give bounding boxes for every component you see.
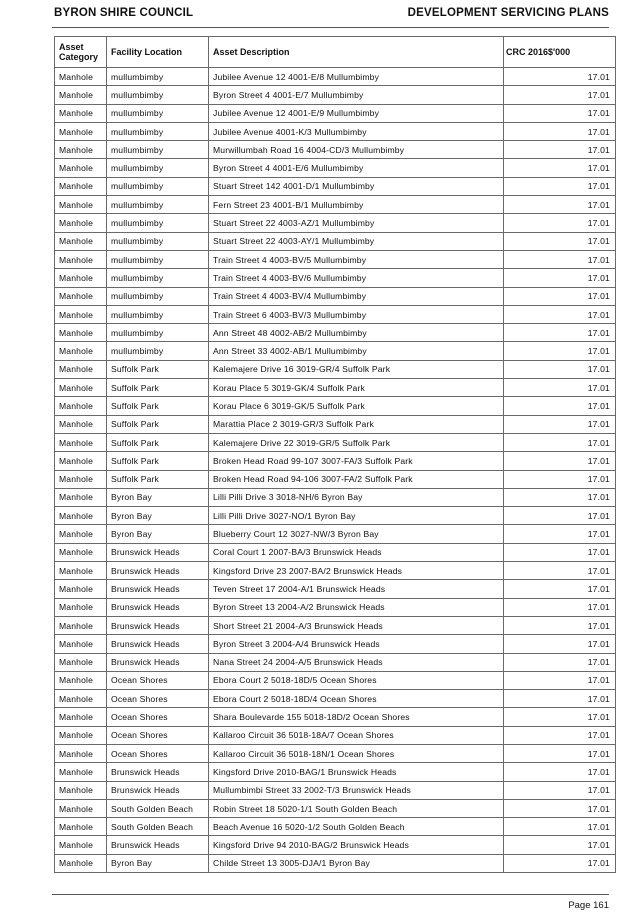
cell-asset-category: Manhole xyxy=(55,86,107,104)
cell-asset-description: Stuart Street 22 4003-AZ/1 Mullumbimby xyxy=(209,214,504,232)
cell-facility-location: mullumbimby xyxy=(107,305,209,323)
table-row xyxy=(55,342,616,360)
table-row xyxy=(55,104,616,122)
cell-asset-description: Fern Street 23 4001-B/1 Mullumbimby xyxy=(209,196,504,214)
cell-asset-description: Broken Head Road 99-107 3007-FA/3 Suffolk Park xyxy=(209,452,504,470)
cell-asset-category: Manhole xyxy=(55,269,107,287)
cell-asset-description: Marattia Place 2 3019-GR/3 Suffolk Park xyxy=(209,415,504,433)
table-row xyxy=(55,818,616,836)
cell-asset-category: Manhole xyxy=(55,305,107,323)
cell-crc: 17.01 xyxy=(504,269,616,287)
cell-facility-location: Brunswick Heads xyxy=(107,616,209,634)
cell-facility-location: Brunswick Heads xyxy=(107,580,209,598)
header-divider xyxy=(52,27,609,28)
cell-crc: 17.01 xyxy=(504,818,616,836)
cell-asset-description: Mullumbimbi Street 33 2002-T/3 Brunswick Heads xyxy=(209,781,504,799)
cell-asset-description: Byron Street 4 4001-E/6 Mullumbimby xyxy=(209,159,504,177)
cell-facility-location: Ocean Shores xyxy=(107,671,209,689)
cell-facility-location: Brunswick Heads xyxy=(107,635,209,653)
cell-crc: 17.01 xyxy=(504,726,616,744)
cell-facility-location: Brunswick Heads xyxy=(107,763,209,781)
cell-asset-category: Manhole xyxy=(55,616,107,634)
footer-divider xyxy=(52,894,609,895)
table-row xyxy=(55,580,616,598)
asset-table xyxy=(54,36,616,873)
cell-asset-category: Manhole xyxy=(55,690,107,708)
cell-facility-location: mullumbimby xyxy=(107,324,209,342)
cell-asset-description: Kallaroo Circuit 36 5018-18A/7 Ocean Shores xyxy=(209,726,504,744)
cell-facility-location: Brunswick Heads xyxy=(107,836,209,854)
cell-crc: 17.01 xyxy=(504,854,616,872)
header-crc: CRC 2016$'000 xyxy=(504,37,616,68)
cell-facility-location: Brunswick Heads xyxy=(107,598,209,616)
cell-asset-category: Manhole xyxy=(55,525,107,543)
cell-asset-category: Manhole xyxy=(55,232,107,250)
cell-asset-description: Byron Street 13 2004-A/2 Brunswick Heads xyxy=(209,598,504,616)
cell-asset-category: Manhole xyxy=(55,360,107,378)
table-row xyxy=(55,360,616,378)
header-asset-category: Asset Category xyxy=(55,37,107,68)
cell-asset-category: Manhole xyxy=(55,433,107,451)
cell-facility-location: mullumbimby xyxy=(107,196,209,214)
cell-asset-description: Train Street 6 4003-BV/3 Mullumbimby xyxy=(209,305,504,323)
table-body xyxy=(55,68,616,873)
cell-facility-location: Byron Bay xyxy=(107,525,209,543)
cell-asset-description: Kingsford Drive 2010-BAG/1 Brunswick Heads xyxy=(209,763,504,781)
table-row xyxy=(55,250,616,268)
table-row xyxy=(55,562,616,580)
cell-asset-category: Manhole xyxy=(55,708,107,726)
cell-crc: 17.01 xyxy=(504,305,616,323)
cell-asset-category: Manhole xyxy=(55,342,107,360)
header-asset-description: Asset Description xyxy=(209,37,504,68)
cell-asset-description: Byron Street 4 4001-E/7 Mullumbimby xyxy=(209,86,504,104)
table-row xyxy=(55,415,616,433)
cell-asset-category: Manhole xyxy=(55,214,107,232)
cell-asset-description: Jubilee Avenue 12 4001-E/9 Mullumbimby xyxy=(209,104,504,122)
cell-crc: 17.01 xyxy=(504,177,616,195)
cell-asset-category: Manhole xyxy=(55,68,107,86)
table-row xyxy=(55,708,616,726)
cell-facility-location: mullumbimby xyxy=(107,177,209,195)
table-row xyxy=(55,726,616,744)
header-council-name: BYRON SHIRE COUNCIL xyxy=(54,7,194,19)
cell-facility-location: mullumbimby xyxy=(107,68,209,86)
table-row xyxy=(55,507,616,525)
cell-asset-category: Manhole xyxy=(55,799,107,817)
cell-asset-description: Short Street 21 2004-A/3 Brunswick Heads xyxy=(209,616,504,634)
cell-facility-location: South Golden Beach xyxy=(107,818,209,836)
cell-asset-description: Jubilee Avenue 4001-K/3 Mullumbimby xyxy=(209,122,504,140)
cell-asset-category: Manhole xyxy=(55,726,107,744)
cell-asset-category: Manhole xyxy=(55,671,107,689)
cell-facility-location: Byron Bay xyxy=(107,488,209,506)
cell-asset-category: Manhole xyxy=(55,836,107,854)
cell-facility-location: mullumbimby xyxy=(107,287,209,305)
cell-crc: 17.01 xyxy=(504,708,616,726)
cell-asset-description: Stuart Street 142 4001-D/1 Mullumbimby xyxy=(209,177,504,195)
table-row xyxy=(55,470,616,488)
cell-facility-location: Ocean Shores xyxy=(107,708,209,726)
cell-facility-location: mullumbimby xyxy=(107,104,209,122)
cell-crc: 17.01 xyxy=(504,763,616,781)
cell-facility-location: mullumbimby xyxy=(107,141,209,159)
table-row xyxy=(55,690,616,708)
cell-crc: 17.01 xyxy=(504,799,616,817)
table-row xyxy=(55,324,616,342)
table-row xyxy=(55,305,616,323)
cell-asset-category: Manhole xyxy=(55,580,107,598)
cell-facility-location: mullumbimby xyxy=(107,214,209,232)
cell-asset-description: Beach Avenue 16 5020-1/2 South Golden Beach xyxy=(209,818,504,836)
cell-facility-location: Brunswick Heads xyxy=(107,653,209,671)
table-row xyxy=(55,214,616,232)
cell-facility-location: mullumbimby xyxy=(107,342,209,360)
cell-asset-category: Manhole xyxy=(55,543,107,561)
table-row xyxy=(55,854,616,872)
cell-facility-location: mullumbimby xyxy=(107,159,209,177)
table-row xyxy=(55,744,616,762)
cell-crc: 17.01 xyxy=(504,525,616,543)
cell-asset-description: Kalemajere Drive 22 3019-GR/5 Suffolk Park xyxy=(209,433,504,451)
cell-crc: 17.01 xyxy=(504,452,616,470)
table-row xyxy=(55,141,616,159)
cell-facility-location: Suffolk Park xyxy=(107,433,209,451)
cell-crc: 17.01 xyxy=(504,250,616,268)
cell-facility-location: mullumbimby xyxy=(107,86,209,104)
cell-asset-description: Ann Street 48 4002-AB/2 Mullumbimby xyxy=(209,324,504,342)
cell-asset-category: Manhole xyxy=(55,488,107,506)
cell-asset-description: Ebora Court 2 5018-18D/4 Ocean Shores xyxy=(209,690,504,708)
cell-asset-category: Manhole xyxy=(55,653,107,671)
cell-asset-category: Manhole xyxy=(55,744,107,762)
table-row xyxy=(55,177,616,195)
cell-asset-category: Manhole xyxy=(55,818,107,836)
cell-crc: 17.01 xyxy=(504,671,616,689)
cell-facility-location: Suffolk Park xyxy=(107,379,209,397)
cell-crc: 17.01 xyxy=(504,122,616,140)
cell-crc: 17.01 xyxy=(504,232,616,250)
table-row xyxy=(55,232,616,250)
cell-crc: 17.01 xyxy=(504,543,616,561)
cell-asset-category: Manhole xyxy=(55,104,107,122)
cell-crc: 17.01 xyxy=(504,141,616,159)
table-row xyxy=(55,86,616,104)
cell-asset-description: Lilli Pilli Drive 3 3018-NH/6 Byron Bay xyxy=(209,488,504,506)
table-row xyxy=(55,635,616,653)
cell-crc: 17.01 xyxy=(504,324,616,342)
table-row xyxy=(55,836,616,854)
cell-facility-location: mullumbimby xyxy=(107,122,209,140)
table-row xyxy=(55,525,616,543)
cell-crc: 17.01 xyxy=(504,159,616,177)
table-row xyxy=(55,269,616,287)
cell-facility-location: Ocean Shores xyxy=(107,690,209,708)
cell-crc: 17.01 xyxy=(504,836,616,854)
cell-asset-category: Manhole xyxy=(55,196,107,214)
cell-asset-category: Manhole xyxy=(55,250,107,268)
cell-asset-category: Manhole xyxy=(55,507,107,525)
table-row xyxy=(55,68,616,86)
cell-crc: 17.01 xyxy=(504,616,616,634)
cell-asset-description: Korau Place 5 3019-GK/4 Suffolk Park xyxy=(209,379,504,397)
cell-asset-category: Manhole xyxy=(55,159,107,177)
table-row xyxy=(55,671,616,689)
cell-facility-location: Brunswick Heads xyxy=(107,781,209,799)
cell-asset-category: Manhole xyxy=(55,598,107,616)
cell-asset-description: Ebora Court 2 5018-18D/5 Ocean Shores xyxy=(209,671,504,689)
cell-asset-description: Murwillumbah Road 16 4004-CD/3 Mullumbimby xyxy=(209,141,504,159)
cell-asset-description: Train Street 4 4003-BV/5 Mullumbimby xyxy=(209,250,504,268)
cell-crc: 17.01 xyxy=(504,196,616,214)
cell-crc: 17.01 xyxy=(504,397,616,415)
cell-facility-location: mullumbimby xyxy=(107,232,209,250)
table-row xyxy=(55,379,616,397)
header-facility-location: Facility Location xyxy=(107,37,209,68)
cell-asset-category: Manhole xyxy=(55,379,107,397)
table-row xyxy=(55,653,616,671)
cell-asset-category: Manhole xyxy=(55,781,107,799)
cell-asset-category: Manhole xyxy=(55,141,107,159)
cell-crc: 17.01 xyxy=(504,86,616,104)
cell-asset-description: Stuart Street 22 4003-AY/1 Mullumbimby xyxy=(209,232,504,250)
cell-facility-location: Ocean Shores xyxy=(107,726,209,744)
table-row xyxy=(55,781,616,799)
table-row xyxy=(55,763,616,781)
cell-asset-description: Train Street 4 4003-BV/4 Mullumbimby xyxy=(209,287,504,305)
cell-asset-description: Robin Street 18 5020-1/1 South Golden Beach xyxy=(209,799,504,817)
cell-crc: 17.01 xyxy=(504,433,616,451)
cell-facility-location: Byron Bay xyxy=(107,854,209,872)
cell-asset-description: Kallaroo Circuit 36 5018-18N/1 Ocean Shores xyxy=(209,744,504,762)
cell-crc: 17.01 xyxy=(504,488,616,506)
cell-crc: 17.01 xyxy=(504,635,616,653)
cell-crc: 17.01 xyxy=(504,580,616,598)
cell-asset-category: Manhole xyxy=(55,415,107,433)
cell-crc: 17.01 xyxy=(504,360,616,378)
cell-crc: 17.01 xyxy=(504,653,616,671)
cell-facility-location: mullumbimby xyxy=(107,269,209,287)
cell-facility-location: Suffolk Park xyxy=(107,360,209,378)
cell-asset-description: Kingsford Drive 23 2007-BA/2 Brunswick Heads xyxy=(209,562,504,580)
table-row xyxy=(55,397,616,415)
table-row xyxy=(55,287,616,305)
table-row xyxy=(55,799,616,817)
table-row xyxy=(55,433,616,451)
cell-asset-description: Korau Place 6 3019-GK/5 Suffolk Park xyxy=(209,397,504,415)
cell-asset-description: Coral Court 1 2007-BA/3 Brunswick Heads xyxy=(209,543,504,561)
cell-asset-category: Manhole xyxy=(55,470,107,488)
cell-asset-description: Blueberry Court 12 3027-NW/3 Byron Bay xyxy=(209,525,504,543)
cell-facility-location: mullumbimby xyxy=(107,250,209,268)
cell-asset-description: Kingsford Drive 94 2010-BAG/2 Brunswick Heads xyxy=(209,836,504,854)
table-row xyxy=(55,598,616,616)
cell-crc: 17.01 xyxy=(504,287,616,305)
cell-facility-location: Suffolk Park xyxy=(107,397,209,415)
cell-facility-location: Brunswick Heads xyxy=(107,543,209,561)
cell-asset-category: Manhole xyxy=(55,635,107,653)
cell-asset-category: Manhole xyxy=(55,562,107,580)
table-row xyxy=(55,616,616,634)
cell-asset-description: Lilli Pilli Drive 3027-NO/1 Byron Bay xyxy=(209,507,504,525)
table-header-row xyxy=(55,37,616,68)
cell-asset-description: Ann Street 33 4002-AB/1 Mullumbimby xyxy=(209,342,504,360)
cell-crc: 17.01 xyxy=(504,68,616,86)
cell-facility-location: Ocean Shores xyxy=(107,744,209,762)
table-row xyxy=(55,543,616,561)
header-document-title: DEVELOPMENT SERVICING PLANS xyxy=(407,7,609,19)
cell-facility-location: Suffolk Park xyxy=(107,415,209,433)
table-row xyxy=(55,159,616,177)
cell-asset-description: Byron Street 3 2004-A/4 Brunswick Heads xyxy=(209,635,504,653)
cell-asset-category: Manhole xyxy=(55,397,107,415)
cell-asset-description: Childe Street 13 3005-DJA/1 Byron Bay xyxy=(209,854,504,872)
cell-facility-location: Suffolk Park xyxy=(107,452,209,470)
cell-asset-description: Nana Street 24 2004-A/5 Brunswick Heads xyxy=(209,653,504,671)
cell-crc: 17.01 xyxy=(504,379,616,397)
cell-asset-category: Manhole xyxy=(55,122,107,140)
cell-crc: 17.01 xyxy=(504,415,616,433)
cell-facility-location: South Golden Beach xyxy=(107,799,209,817)
cell-facility-location: Brunswick Heads xyxy=(107,562,209,580)
cell-crc: 17.01 xyxy=(504,104,616,122)
cell-asset-category: Manhole xyxy=(55,763,107,781)
cell-asset-description: Teven Street 17 2004-A/1 Brunswick Heads xyxy=(209,580,504,598)
cell-crc: 17.01 xyxy=(504,690,616,708)
cell-asset-category: Manhole xyxy=(55,177,107,195)
table-row xyxy=(55,452,616,470)
cell-crc: 17.01 xyxy=(504,781,616,799)
cell-facility-location: Suffolk Park xyxy=(107,470,209,488)
table-row xyxy=(55,196,616,214)
cell-crc: 17.01 xyxy=(504,507,616,525)
cell-asset-category: Manhole xyxy=(55,452,107,470)
cell-crc: 17.01 xyxy=(504,598,616,616)
cell-asset-description: Jubilee Avenue 12 4001-E/8 Mullumbimby xyxy=(209,68,504,86)
page-number: Page 161 xyxy=(568,900,609,911)
cell-crc: 17.01 xyxy=(504,562,616,580)
cell-asset-description: Broken Head Road 94-106 3007-FA/2 Suffolk Park xyxy=(209,470,504,488)
cell-asset-category: Manhole xyxy=(55,287,107,305)
cell-crc: 17.01 xyxy=(504,744,616,762)
table-row xyxy=(55,488,616,506)
cell-asset-category: Manhole xyxy=(55,854,107,872)
cell-asset-description: Shara Boulevarde 155 5018-18D/2 Ocean Shores xyxy=(209,708,504,726)
cell-crc: 17.01 xyxy=(504,470,616,488)
cell-asset-description: Train Street 4 4003-BV/6 Mullumbimby xyxy=(209,269,504,287)
cell-crc: 17.01 xyxy=(504,342,616,360)
cell-facility-location: Byron Bay xyxy=(107,507,209,525)
table-row xyxy=(55,122,616,140)
cell-asset-description: Kalemajere Drive 16 3019-GR/4 Suffolk Park xyxy=(209,360,504,378)
cell-crc: 17.01 xyxy=(504,214,616,232)
cell-asset-category: Manhole xyxy=(55,324,107,342)
